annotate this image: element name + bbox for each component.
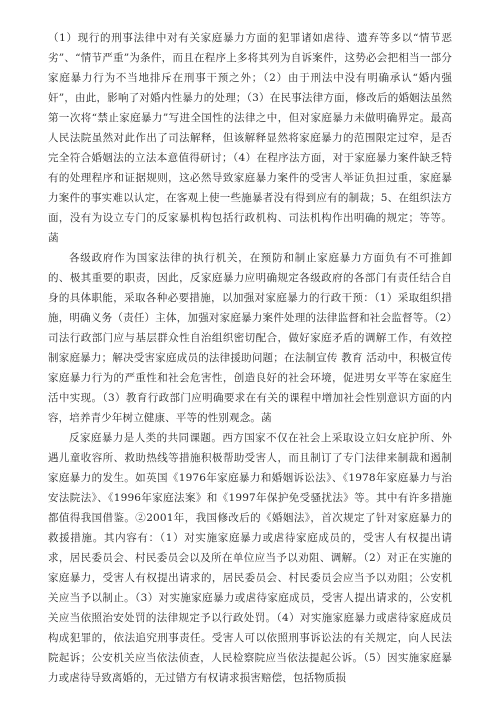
paragraph-foreign-experience: 反家庭暴力是人类的共同课题。西方国家不仅在社会上采取设立妇女庇护所、外遇儿童收容所、救助热线等措施积极帮助受害人，而且制订了专门法律来制裁和遏制家庭暴力的发生。如英国《1976年家庭暴力和婚姻诉讼法》、《1978年家庭暴力与治安法院法》、《1996年家庭法案》和《1997年保护免受骚扰法》等。其中有许多措施都值得我国借鉴。②2001年，我国修改后的《婚姻法》，首次规定了针对家庭暴力的救援措施。其内容有：（1）对实施家庭暴力或虐待家庭成员的，受害人有权提出请求，居民委员会、村民委员会以及所在单位应当予以劝阻、调解。（2）对正在实施的家庭暴力，受害人有权提出请求的，居民委员会、村民委员会应当予以劝阻；公安机关应当予以制止。（3）对实施家庭暴力或虐待家庭成员，受害人提出请求的，公安机关应当依照治安处罚的法律规定予以行政处罚。（4）对实施家庭暴力或虐待家庭成员构成犯罪的，依法追究刑事责任。受害人可以依照刑事诉讼法的有关规定，向人民法院起诉；公安机关应当依法侦查，人民检察院应当依法提起公诉。（5）因实施家庭暴力或虐待导致离婚的，无过错方有权请求损害赔偿，包括物质损 (48, 432, 452, 684)
paragraph-legal-deficiencies: （1）现行的刑事法律中对有关家庭暴力方面的犯罪诸如虐待、遗弃等多以“情节恶劣”、“情节严重”为条件，而且在程序上多将其列为自诉案件，这势必会把相当一部分家庭暴力行为不当地排斥在刑事干预之外；（2）由于刑法中没有明确承认“婚内强奸”，由此，影响了对婚内性暴力的处理；（3）在民事法律方面，修改后的婚姻法虽然第一次将“禁止家庭暴力”写进全国性的法律之中，但对家庭暴力未做明确界定。最高人民法院虽然对此作出了司法解释，但该解释显然将家庭暴力的范围限定过窄，是否完全符合婚姻法的立法本意值得研讨；（4）在程序法方面，对于家庭暴力案件缺乏特有的处理程序和证据规则，这必然导致家庭暴力案件的受害人举证负担过重，家庭暴力案件的事实难以认定，在客观上使一些施暴者没有得到应有的制裁；5、在组织法方面，没有为设立专门的反家暴机构包括行政机构、司法机构作出明确的规定；等等。菡 (48, 32, 452, 244)
paragraph-government-duties: 各级政府作为国家法律的执行机关，在预防和制止家庭暴力方面负有不可推卸的、极其重要的职责，因此，反家庭暴力应明确规定各级政府的各部门有责任结合自身的具体职能，采取各种必要措施，以加强对家庭暴力的行政干预：（1）采取组织措施，明确义务（责任）主体，加强对家庭暴力案件处理的法律监督和社会监督等。（2）司法行政部门应与基层群众性自治组织密切配合，做好家庭矛盾的调解工作，有效控制家庭暴力；解决受害家庭成员的法律援助问题；在法制宣传 教育 活动中，积极宣传家庭暴力行为的严重性和社会危害性，创造良好的社会环境，促进男女平等在家庭生活中实现。（3）教育行政部门应明确要求在有关的课程中增加社会性别意识方面的内容，培养青少年树立健康、平等的性别观念。菡 (48, 252, 452, 424)
